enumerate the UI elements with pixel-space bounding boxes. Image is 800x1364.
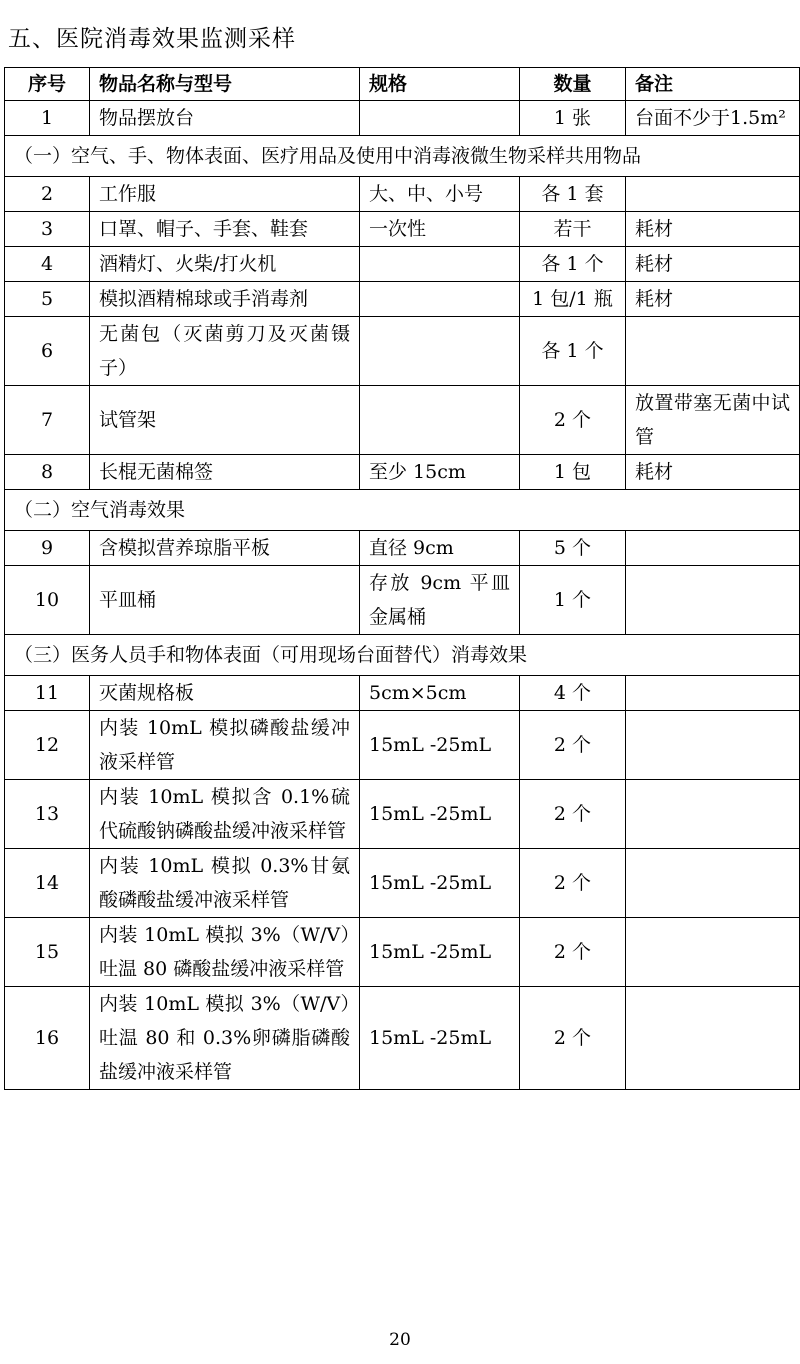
table-row	[5, 386, 800, 455]
table-row	[5, 177, 800, 212]
cell-name: 物品摆放台	[90, 101, 360, 136]
cell-spec: 5cm×5cm	[360, 676, 520, 711]
cell-qty: 5 个	[520, 531, 626, 566]
cell-qty: 2 个	[520, 711, 626, 780]
cell-name: 模拟酒精棉球或手消毒剂	[90, 282, 360, 317]
equipment-table	[4, 67, 800, 1090]
header-note: 备注	[626, 68, 800, 101]
table-row	[5, 282, 800, 317]
table-row	[5, 987, 800, 1090]
cell-note: 耗材	[626, 247, 800, 282]
table-header-row	[5, 68, 800, 101]
cell-spec: 一次性	[360, 212, 520, 247]
cell-no: 6	[5, 317, 90, 386]
cell-note: 台面不少于1.5m²	[626, 101, 800, 136]
cell-qty: 4 个	[520, 676, 626, 711]
cell-spec: 15mL -25mL	[360, 780, 520, 849]
cell-name: 长棍无菌棉签	[90, 455, 360, 490]
cell-name: 内装 10mL 模拟含 0.1%硫代硫酸钠磷酸盐缓冲液采样管	[90, 780, 360, 849]
cell-name: 灭菌规格板	[90, 676, 360, 711]
cell-no: 2	[5, 177, 90, 212]
table-body	[5, 101, 800, 1090]
page-number: 20	[389, 1330, 411, 1350]
table-row	[5, 455, 800, 490]
cell-no: 9	[5, 531, 90, 566]
cell-note	[626, 987, 800, 1090]
cell-spec	[360, 386, 520, 455]
table-row	[5, 849, 800, 918]
cell-note	[626, 317, 800, 386]
table-row	[5, 247, 800, 282]
table-row	[5, 566, 800, 635]
cell-name: 无菌包（灭菌剪刀及灭菌镊子）	[90, 317, 360, 386]
cell-name: 内装 10mL 模拟 0.3%甘氨酸磷酸盐缓冲液采样管	[90, 849, 360, 918]
table-row	[5, 531, 800, 566]
cell-no: 14	[5, 849, 90, 918]
cell-note	[626, 849, 800, 918]
header-qty: 数量	[520, 68, 626, 101]
cell-spec: 至少 15cm	[360, 455, 520, 490]
cell-qty: 1 个	[520, 566, 626, 635]
cell-qty: 1 张	[520, 101, 626, 136]
cell-name: 平皿桶	[90, 566, 360, 635]
cell-spec: 15mL -25mL	[360, 987, 520, 1090]
cell-qty: 各 1 套	[520, 177, 626, 212]
cell-note	[626, 177, 800, 212]
header-name: 物品名称与型号	[90, 68, 360, 101]
cell-note	[626, 711, 800, 780]
table-row	[5, 711, 800, 780]
table-row	[5, 918, 800, 987]
cell-no: 7	[5, 386, 90, 455]
cell-no: 10	[5, 566, 90, 635]
cell-note	[626, 566, 800, 635]
cell-no: 1	[5, 101, 90, 136]
page-title: 五、医院消毒效果监测采样	[8, 26, 296, 52]
cell-spec: 15mL -25mL	[360, 918, 520, 987]
cell-no: 4	[5, 247, 90, 282]
cell-note	[626, 676, 800, 711]
header-spec: 规格	[360, 68, 520, 101]
cell-no: 13	[5, 780, 90, 849]
cell-spec: 直径 9cm	[360, 531, 520, 566]
section-heading: （三）医务人员手和物体表面（可用现场台面替代）消毒效果	[5, 635, 800, 676]
cell-qty: 2 个	[520, 918, 626, 987]
cell-spec: 大、中、小号	[360, 177, 520, 212]
table-row	[5, 101, 800, 136]
table-row	[5, 780, 800, 849]
cell-qty: 1 包/1 瓶	[520, 282, 626, 317]
section-heading: （二）空气消毒效果	[5, 490, 800, 531]
cell-qty: 若干	[520, 212, 626, 247]
section-row	[5, 136, 800, 177]
cell-name: 口罩、帽子、手套、鞋套	[90, 212, 360, 247]
table-row	[5, 212, 800, 247]
cell-name: 酒精灯、火柴/打火机	[90, 247, 360, 282]
section-heading: （一）空气、手、物体表面、医疗用品及使用中消毒液微生物采样共用物品	[5, 136, 800, 177]
cell-spec	[360, 317, 520, 386]
cell-qty: 1 包	[520, 455, 626, 490]
cell-qty: 各 1 个	[520, 317, 626, 386]
cell-qty: 2 个	[520, 849, 626, 918]
cell-name: 试管架	[90, 386, 360, 455]
cell-no: 11	[5, 676, 90, 711]
cell-spec: 存放 9cm 平皿金属桶	[360, 566, 520, 635]
cell-name: 含模拟营养琼脂平板	[90, 531, 360, 566]
cell-qty: 2 个	[520, 987, 626, 1090]
cell-note: 耗材	[626, 212, 800, 247]
cell-note: 耗材	[626, 282, 800, 317]
cell-no: 8	[5, 455, 90, 490]
cell-name: 工作服	[90, 177, 360, 212]
header-no: 序号	[5, 68, 90, 101]
cell-note: 放置带塞无菌中试管	[626, 386, 800, 455]
table-row	[5, 317, 800, 386]
cell-qty: 2 个	[520, 386, 626, 455]
cell-note	[626, 918, 800, 987]
cell-no: 3	[5, 212, 90, 247]
cell-note	[626, 531, 800, 566]
cell-name: 内装 10mL 模拟磷酸盐缓冲液采样管	[90, 711, 360, 780]
cell-qty: 2 个	[520, 780, 626, 849]
cell-qty: 各 1 个	[520, 247, 626, 282]
cell-no: 5	[5, 282, 90, 317]
cell-spec	[360, 247, 520, 282]
cell-name: 内装 10mL 模拟 3%（W/V）吐温 80 磷酸盐缓冲液采样管	[90, 918, 360, 987]
table-row	[5, 676, 800, 711]
section-row	[5, 635, 800, 676]
cell-spec: 15mL -25mL	[360, 711, 520, 780]
section-row	[5, 490, 800, 531]
cell-no: 15	[5, 918, 90, 987]
cell-name: 内装 10mL 模拟 3%（W/V）吐温 80 和 0.3%卵磷脂磷酸盐缓冲液采样管	[90, 987, 360, 1090]
cell-spec: 15mL -25mL	[360, 849, 520, 918]
cell-spec	[360, 101, 520, 136]
cell-no: 16	[5, 987, 90, 1090]
cell-no: 12	[5, 711, 90, 780]
cell-note	[626, 780, 800, 849]
cell-spec	[360, 282, 520, 317]
cell-note: 耗材	[626, 455, 800, 490]
